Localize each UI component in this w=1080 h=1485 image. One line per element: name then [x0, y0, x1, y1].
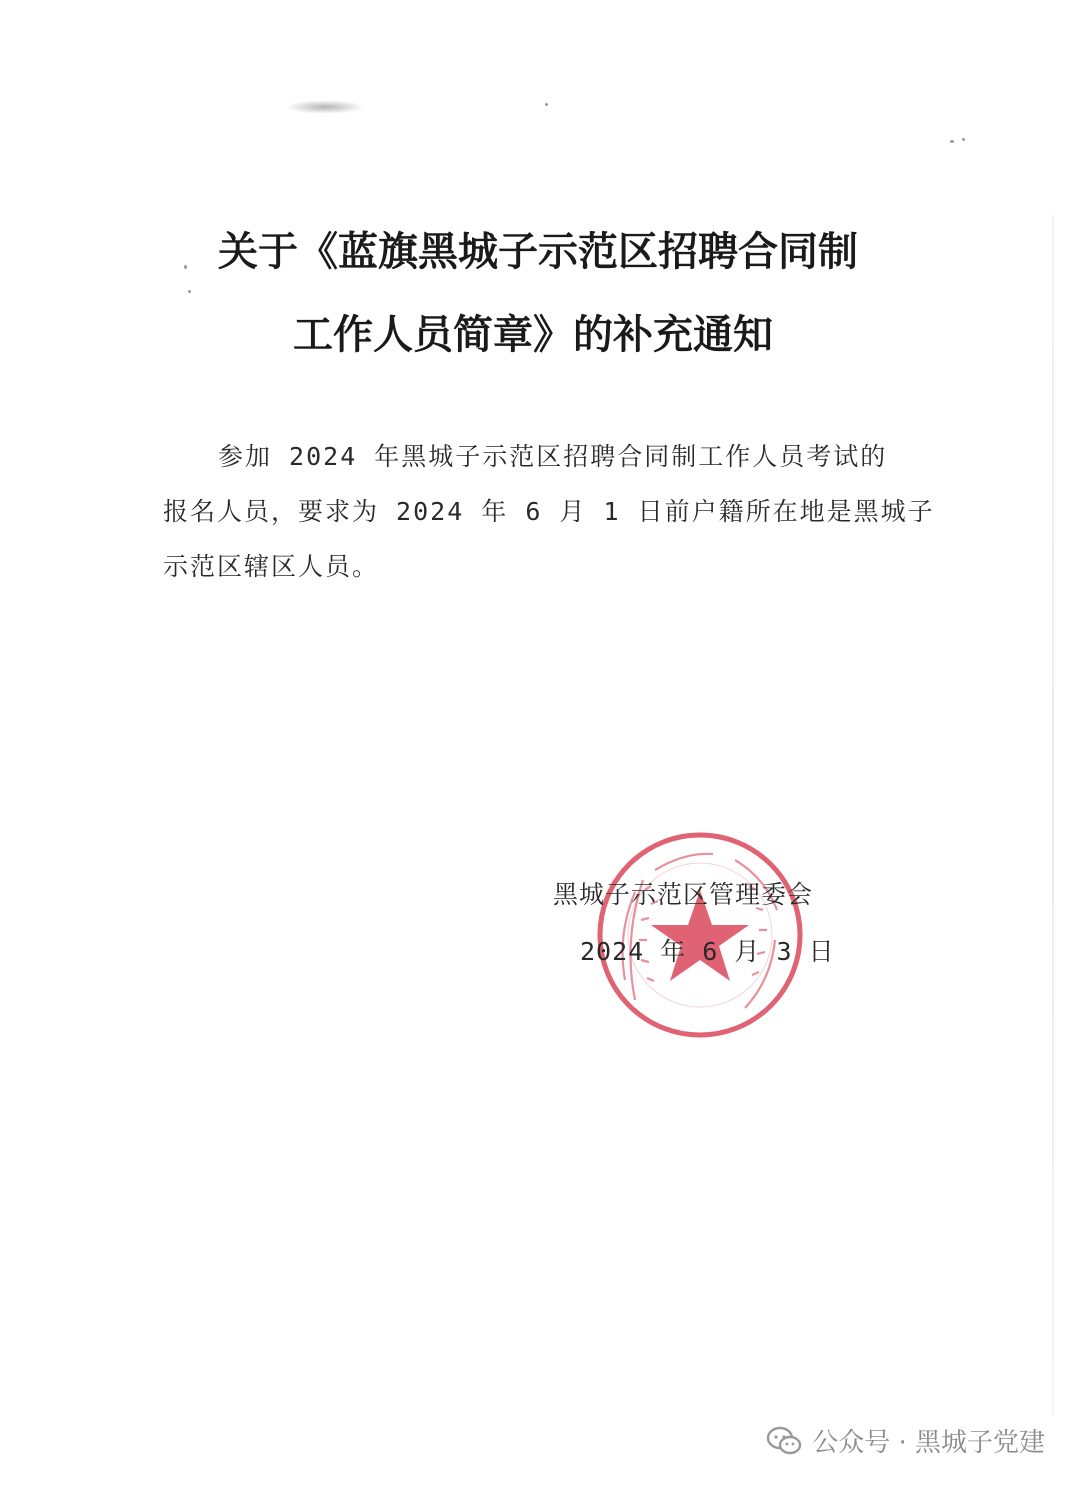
- scan-speck: [545, 103, 548, 106]
- scan-smudge: [285, 100, 365, 114]
- scan-speck: [950, 140, 954, 143]
- body-line-1: 参加 2024 年黑城子示范区招聘合同制工作人员考试的: [218, 442, 888, 471]
- notice-title-line1: 关于《蓝旗黑城子示范区招聘合同制: [218, 228, 858, 275]
- body-line-3: 示范区辖区人员。: [163, 552, 380, 581]
- scan-speck: [184, 265, 187, 269]
- signature-date: 2024 年 6 月 3 日: [580, 937, 835, 966]
- watermark-text: 公众号 · 黑城子党建: [812, 1428, 1045, 1458]
- scan-speck: [962, 138, 965, 141]
- signature-organization: 黑城子示范区管理委会: [553, 880, 814, 909]
- body-line-2: 报名人员，要求为 2024 年 6 月 1 日前户籍所在地是黑城子: [163, 497, 935, 526]
- wechat-icon: [766, 1426, 802, 1456]
- notice-title-line2: 工作人员简章》的补充通知: [293, 311, 773, 358]
- watermark: [766, 1422, 1045, 1459]
- scan-speck: [188, 290, 191, 293]
- scan-edge-line: [1052, 215, 1054, 1415]
